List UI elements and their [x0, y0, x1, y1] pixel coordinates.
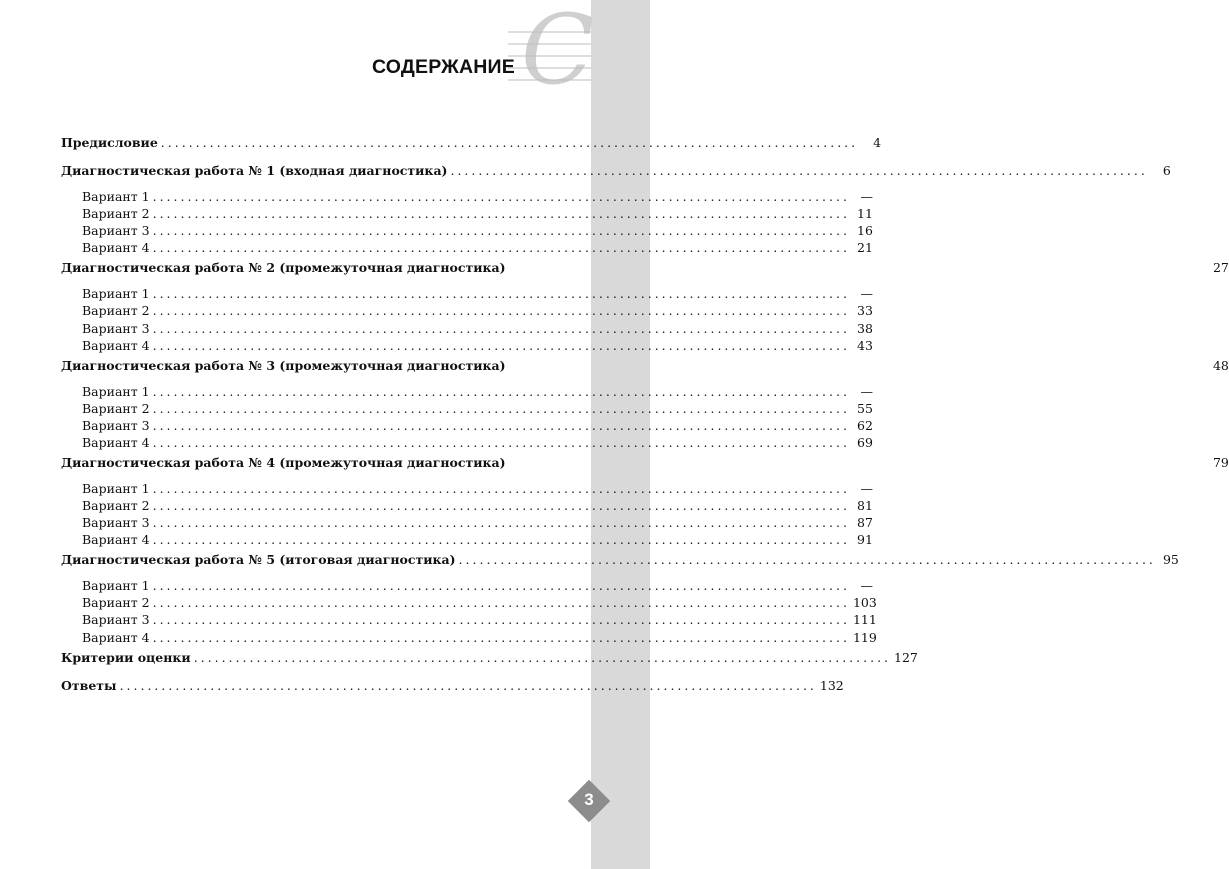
leader-dots: .................................................................................................... — [152, 480, 850, 496]
toc-entry-label: Диагностическая работа № 1 (входная диагностика) — [61, 163, 448, 178]
toc-subentry — [61, 578, 873, 594]
toc-subentry — [61, 515, 873, 531]
toc-entry-label: Диагностическая работа № 5 (итоговая диагностика) — [61, 552, 456, 568]
toc-entry-page: 87 — [857, 515, 873, 531]
toc-entry-label: Вариант 1 — [82, 480, 150, 496]
leader-dots: .................................................................................................... — [152, 629, 850, 645]
toc-entry — [61, 260, 1229, 276]
toc-subentry — [61, 303, 873, 319]
toc-entry-label: Вариант 2 — [82, 206, 150, 222]
leader-dots: .................................................................................................... — [152, 400, 850, 416]
toc-entry-page: — — [860, 189, 873, 204]
leader-dots: .................................................................................................... — [450, 163, 1148, 178]
toc-subentry — [61, 240, 873, 256]
toc-subentry — [61, 532, 873, 548]
toc-entry-label: Предисловие — [61, 135, 158, 150]
page-number: 3 — [584, 790, 594, 809]
toc-subentry — [61, 595, 877, 611]
toc-entry-page: 16 — [857, 223, 873, 239]
leader-dots: .................................................................................................... — [458, 552, 1156, 568]
toc-entry-page: 62 — [857, 417, 873, 433]
toc-entry-label: Вариант 1 — [82, 383, 150, 399]
toc-subentry — [61, 400, 873, 417]
decorative-letter: С — [521, 0, 595, 106]
toc-subentry — [61, 480, 873, 497]
toc-entry-page: — — [860, 480, 873, 496]
toc-entry-label: Вариант 4 — [82, 240, 150, 256]
toc-entry — [61, 677, 844, 694]
toc-subentry — [61, 206, 873, 222]
toc-entry-page: 103 — [852, 595, 877, 611]
toc-entry — [61, 454, 1229, 471]
toc-entry-page: 91 — [857, 532, 873, 548]
toc-entry-page: 119 — [852, 629, 877, 645]
toc-entry — [61, 649, 918, 666]
toc-entry-page: 69 — [857, 434, 873, 450]
toc-entry-label: Вариант 2 — [82, 400, 150, 416]
toc-subentry — [61, 383, 873, 400]
leader-dots: .................................................................................................... — [193, 649, 892, 665]
toc-subentry — [61, 612, 877, 628]
leader-dots: .................................................................................................... — [160, 135, 859, 150]
toc-entry-page: 43 — [857, 337, 873, 353]
leader-dots: .................................................................................................... — [152, 206, 850, 222]
toc-entry-label: Диагностическая работа № 4 (промежуточная диагностика) — [61, 454, 506, 470]
toc-entry-page: 81 — [857, 498, 873, 513]
toc-subentry — [61, 337, 873, 354]
toc-subentry — [61, 223, 873, 239]
toc-entry-label: Вариант 3 — [82, 612, 150, 628]
toc-entry-label: Вариант 3 — [82, 320, 150, 336]
toc-entry-label: Вариант 1 — [82, 286, 150, 302]
toc-entry-label: Вариант 1 — [82, 189, 150, 204]
toc-entry-label: Вариант 2 — [82, 498, 150, 513]
toc-entry-page: 33 — [857, 303, 873, 319]
toc-entry-label: Вариант 2 — [82, 303, 150, 319]
toc-entry-label: Вариант 4 — [82, 532, 150, 548]
toc-entry-page: — — [860, 383, 873, 399]
leader-dots: .................................................................................................... — [152, 223, 850, 239]
leader-dots: .................................................................................................... — [152, 417, 850, 433]
toc-entry-page: 95 — [1162, 552, 1179, 568]
toc-entry-page: 21 — [857, 240, 873, 256]
toc-entry-page: 111 — [852, 612, 877, 628]
toc-entry-page: 79 — [1212, 454, 1229, 470]
leader-dots: .................................................................................................... — [152, 320, 850, 336]
toc-entry-label: Вариант 4 — [82, 629, 150, 645]
leader-dots: .................................................................................................... — [152, 578, 850, 594]
toc-entry — [61, 357, 1229, 374]
toc-entry-label: Вариант 3 — [82, 223, 150, 239]
leader-dots: .................................................................................................... — [152, 612, 850, 628]
toc-entry — [61, 552, 1179, 568]
toc-entry-label: Ответы — [61, 677, 117, 693]
toc-entry-label: Диагностическая работа № 3 (промежуточная диагностика) — [61, 357, 506, 373]
toc-entry-page: 11 — [857, 206, 873, 222]
page-number-badge — [568, 780, 610, 822]
toc-entry — [61, 135, 882, 151]
toc-subentry — [61, 320, 873, 337]
leader-dots: .................................................................................................... — [152, 303, 850, 319]
decorative-lines — [508, 18, 591, 110]
toc-entry-label: Вариант 4 — [82, 337, 150, 353]
leader-dots: .................................................................................................... — [152, 189, 850, 204]
toc-entry-page: 132 — [819, 677, 844, 693]
leader-dots: .................................................................................................... — [152, 498, 850, 513]
toc-entry-page: 6 — [1162, 163, 1171, 178]
toc-entry — [61, 163, 1171, 179]
toc-entry-page: 127 — [894, 649, 918, 665]
toc-entry-page: 38 — [857, 320, 873, 336]
toc-subentry — [61, 286, 873, 302]
toc-entry-label: Вариант 3 — [82, 417, 150, 433]
leader-dots: .................................................................................................... — [152, 595, 850, 611]
toc-entry-label: Вариант 2 — [82, 595, 150, 611]
toc-entry-page: 27 — [1212, 260, 1229, 276]
toc-entry-label: Критерии оценки — [61, 649, 191, 665]
page-title: СОДЕРЖАНИЕ — [372, 56, 515, 78]
toc-entry-page: 48 — [1212, 357, 1229, 373]
toc-subentry — [61, 629, 877, 646]
toc-entry-label: Вариант 1 — [82, 578, 150, 594]
leader-dots: .................................................................................................... — [152, 337, 850, 353]
toc-entry-page: — — [860, 286, 873, 302]
leader-dots: .................................................................................................... — [152, 286, 850, 302]
leader-dots: .................................................................................................... — [152, 515, 850, 531]
toc-entry-label: Вариант 4 — [82, 434, 150, 450]
leader-dots: .................................................................................................... — [152, 434, 850, 450]
toc-entry-page: 55 — [857, 400, 873, 416]
toc-entry-label: Диагностическая работа № 2 (промежуточная диагностика) — [61, 260, 506, 276]
leader-dots: .................................................................................................... — [152, 383, 850, 399]
toc-subentry — [61, 417, 873, 434]
leader-dots: .................................................................................................... — [152, 532, 850, 548]
leader-dots: .................................................................................................... — [119, 677, 817, 693]
toc-subentry — [61, 498, 873, 514]
toc-subentry — [61, 189, 873, 205]
toc-entry-page: — — [860, 578, 873, 594]
toc-subentry — [61, 434, 873, 451]
leader-dots: .................................................................................................... — [152, 240, 850, 256]
toc-entry-page: 4 — [873, 135, 882, 150]
toc-entry-label: Вариант 3 — [82, 515, 150, 531]
